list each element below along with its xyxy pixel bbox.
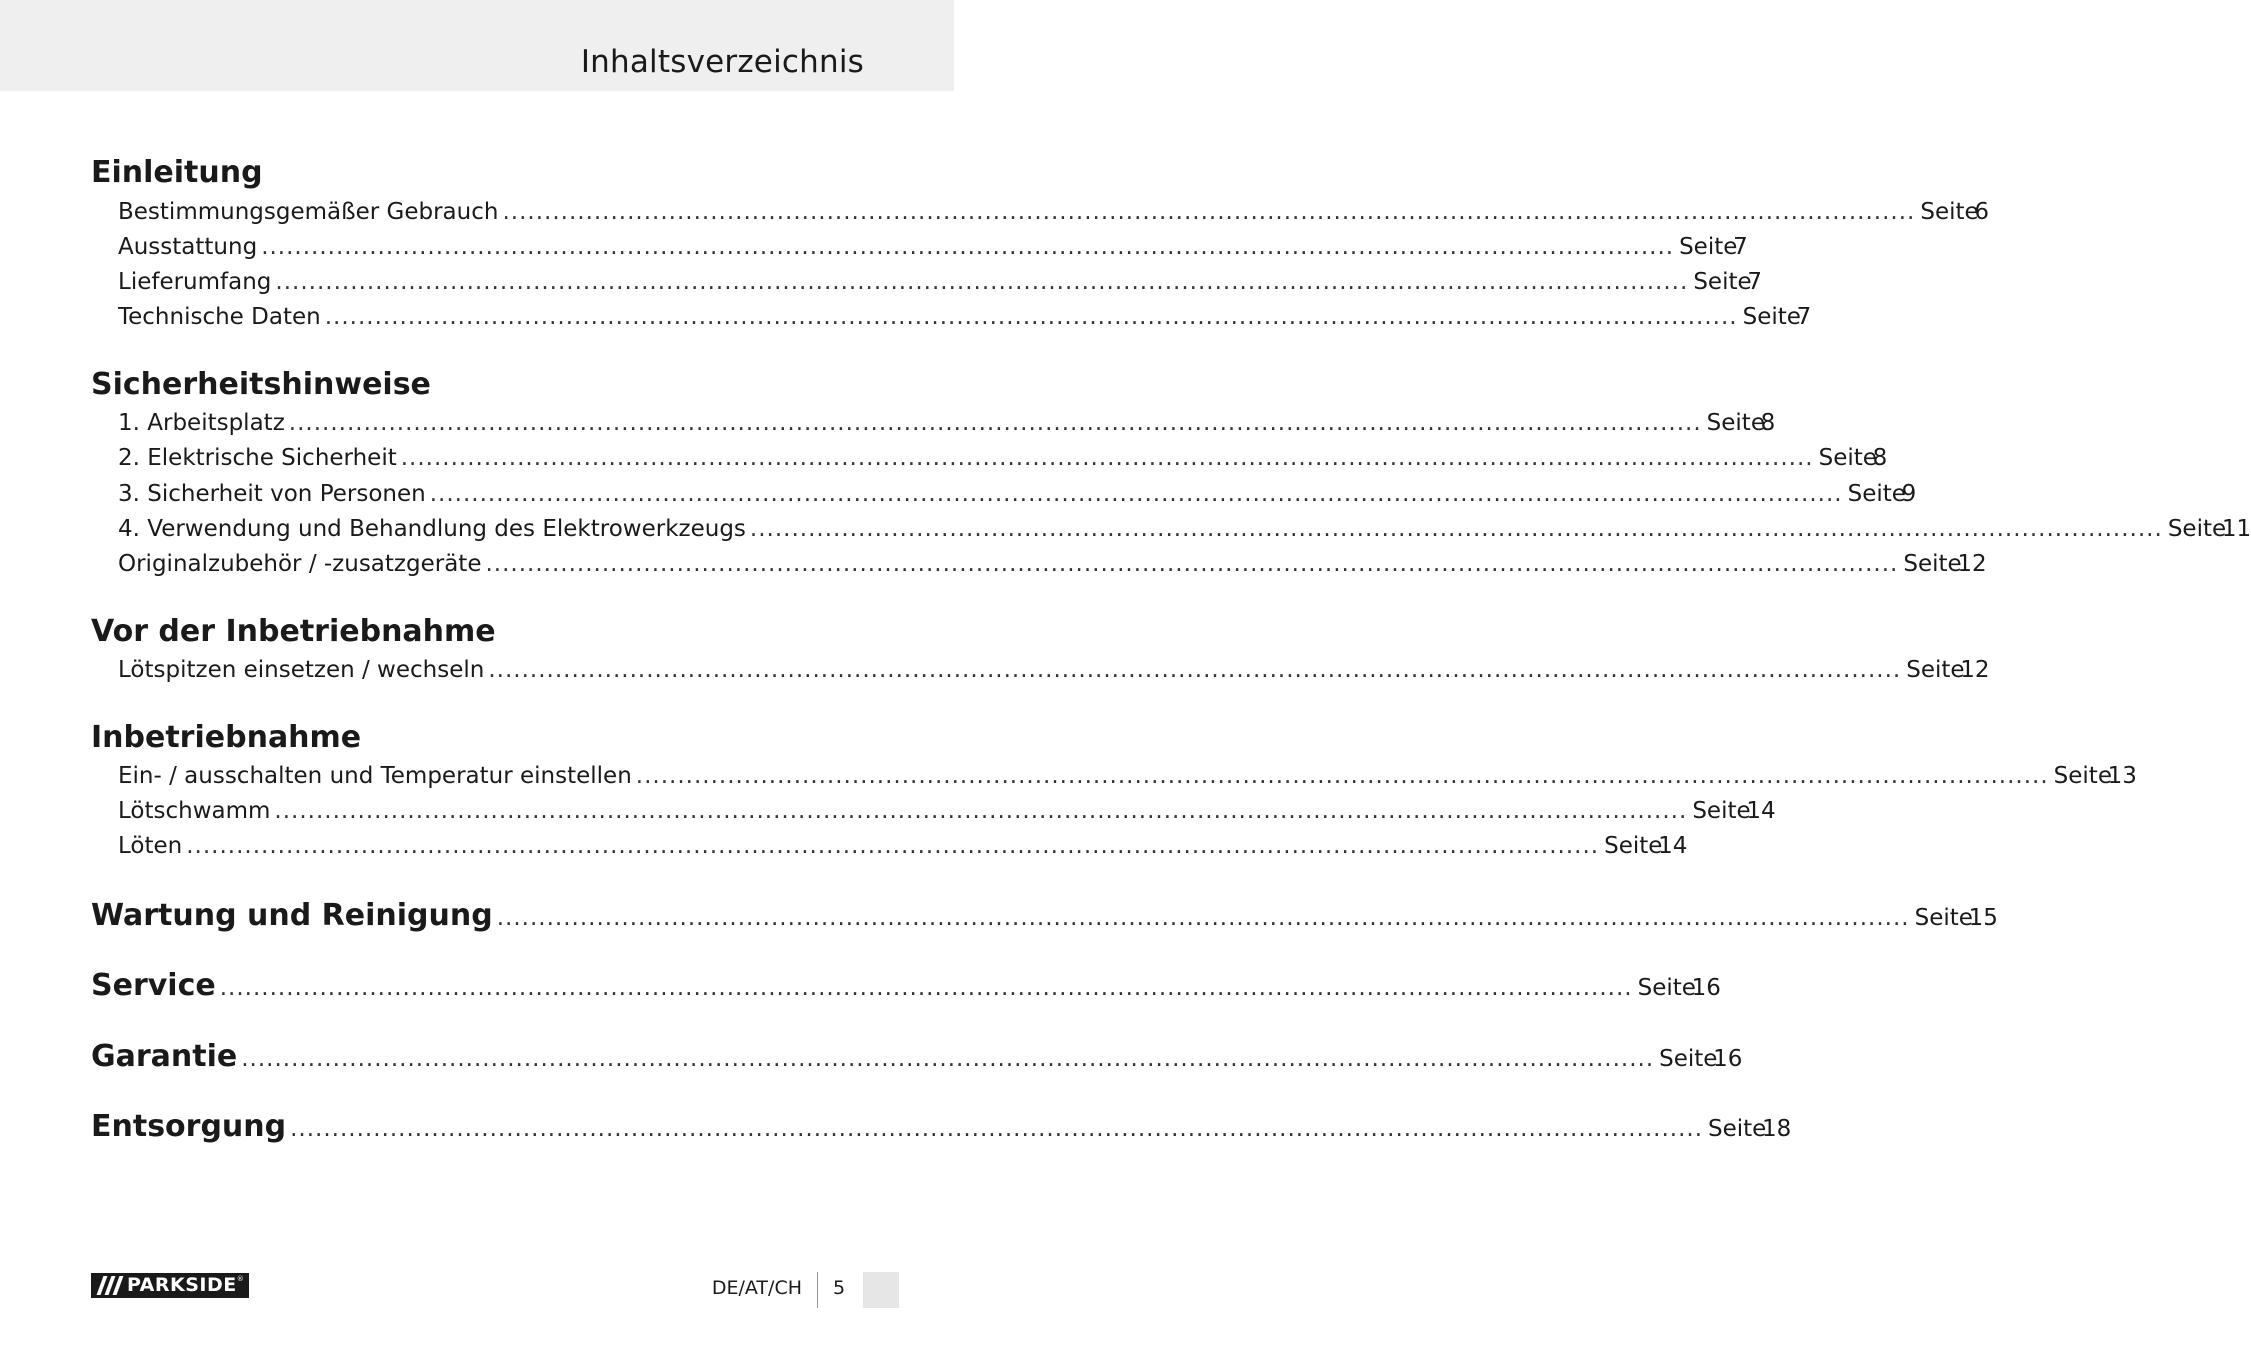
toc-entry[interactable] — [118, 654, 1990, 686]
toc-page-number: 15 — [1968, 905, 1998, 931]
footer-tab-marker — [863, 1272, 899, 1308]
toc-seite-label: Seite — [1742, 304, 1801, 330]
toc-page-number: 8 — [1760, 410, 1776, 436]
toc-page-number: 18 — [1762, 1116, 1792, 1142]
toc-leader-dots: .......................................................................................................................................................................... — [261, 234, 1675, 260]
toc-seite-label: Seite — [1693, 269, 1752, 295]
toc-entry-label: Originalzubehör / -zusatzgeräte — [118, 551, 482, 577]
section-heading-vor-der-inbetriebnahme: Vor der Inbetriebnahme — [91, 614, 496, 649]
toc-entry-label: Lieferumfang — [118, 269, 272, 295]
toc-main-entry-garantie[interactable] — [91, 1035, 1743, 1079]
toc-page-number: 6 — [1974, 199, 1989, 225]
toc-seite-label: Seite — [2167, 516, 2227, 542]
section-heading-sicherheitshinweise: Sicherheitshinweise — [91, 367, 431, 402]
toc-main-entry-entsorgung[interactable] — [91, 1105, 1792, 1149]
toc-seite-label: Seite — [1708, 1116, 1767, 1142]
toc-leader-dots: .......................................................................................................................................................................... — [275, 269, 1689, 295]
toc-entry[interactable] — [118, 548, 1987, 580]
logo-stripes-icon — [91, 1273, 127, 1298]
toc-leader-dots: .......................................................................................................................................................................... — [749, 516, 2163, 542]
toc-entry-label: Technische Daten — [118, 304, 321, 330]
toc-leader-dots: .......................................................................................................................................................................... — [186, 833, 1600, 859]
toc-page-number: 12 — [1960, 657, 1990, 683]
toc-seite-label: Seite — [1914, 905, 1973, 931]
toc-seite-label: Seite — [1906, 657, 1965, 683]
registered-mark: ® — [236, 1275, 244, 1283]
toc-entry-label: Löten — [118, 833, 183, 859]
toc-main-entry-service[interactable] — [91, 964, 1721, 1008]
toc-leader-dots: .......................................................................................................................................................................... — [290, 1116, 1704, 1142]
toc-leader-dots: .......................................................................................................................................................................... — [488, 657, 1902, 683]
toc-page-number: 12 — [1957, 551, 1987, 577]
toc-page-number: 8 — [1872, 445, 1888, 471]
toc-page-number: 11 — [2221, 516, 2251, 542]
toc-seite-label: Seite — [1659, 1046, 1718, 1072]
toc-leader-dots: .......................................................................................................................................................................... — [429, 481, 1843, 507]
toc-page-number: 16 — [1691, 975, 1721, 1001]
toc-entry-label: Lötschwamm — [118, 798, 271, 824]
toc-page-number: 14 — [1746, 798, 1776, 824]
toc-entry[interactable] — [118, 196, 1989, 228]
toc-entry[interactable] — [118, 760, 2137, 792]
toc-leader-dots: .......................................................................................................................................................................... — [241, 1046, 1655, 1072]
toc-entry[interactable] — [118, 442, 1888, 474]
toc-leader-dots: .......................................................................................................................................................................... — [635, 763, 2049, 789]
toc-seite-label: Seite — [1692, 798, 1751, 824]
toc-entry-label: Ausstattung — [118, 234, 258, 260]
toc-leader-dots: .......................................................................................................................................................................... — [485, 551, 1899, 577]
toc-entry-label: 2. Elektrische Sicherheit — [118, 445, 397, 471]
toc-page-number: 7 — [1747, 269, 1762, 295]
toc-entry-label: 1. Arbeitsplatz — [118, 410, 285, 436]
section-heading-einleitung: Einleitung — [91, 155, 263, 190]
toc-main-entry-label: Garantie — [91, 1039, 238, 1074]
toc-entry[interactable] — [118, 513, 2251, 545]
toc-seite-label: Seite — [1604, 833, 1663, 859]
toc-entry[interactable] — [118, 301, 1812, 333]
footer-language-codes: DE/AT/CH — [711, 1277, 802, 1299]
toc-main-entry-label: Service — [91, 968, 216, 1003]
footer-divider — [817, 1272, 818, 1308]
toc-leader-dots: .......................................................................................................................................................................... — [496, 905, 1910, 931]
toc-leader-dots: .......................................................................................................................................................................... — [400, 445, 1814, 471]
toc-page-number: 13 — [2107, 763, 2137, 789]
toc-seite-label: Seite — [1847, 481, 1906, 507]
toc-entry-label: Bestimmungsgemäßer Gebrauch — [118, 199, 499, 225]
toc-main-entry-label: Entsorgung — [91, 1109, 287, 1144]
toc-main-entry-wartung[interactable] — [91, 894, 1998, 938]
toc-leader-dots: .......................................................................................................................................................................... — [324, 304, 1738, 330]
toc-entry[interactable] — [118, 266, 1762, 298]
toc-leader-dots: .......................................................................................................................................................................... — [274, 798, 1688, 824]
toc-leader-dots: .......................................................................................................................................................................... — [219, 975, 1633, 1001]
toc-leader-dots: .......................................................................................................................................................................... — [288, 410, 1702, 436]
toc-seite-label: Seite — [1920, 199, 1979, 225]
toc-seite-label: Seite — [1679, 234, 1738, 260]
footer-page-number: 5 — [833, 1277, 846, 1299]
toc-entry-label: 4. Verwendung und Behandlung des Elektrowerkzeugs — [118, 516, 746, 542]
toc-entry[interactable] — [118, 231, 1748, 263]
toc-page-number: 14 — [1658, 833, 1688, 859]
toc-seite-label: Seite — [1706, 410, 1765, 436]
toc-page-number: 7 — [1796, 304, 1812, 330]
section-heading-inbetriebnahme: Inbetriebnahme — [91, 720, 362, 755]
toc-entry[interactable] — [118, 478, 1917, 510]
toc-entry[interactable] — [118, 795, 1776, 827]
toc-seite-label: Seite — [1903, 551, 1962, 577]
page-header — [0, 0, 954, 91]
brand-name: PARKSIDE — [127, 1274, 237, 1296]
parkside-logo — [91, 1273, 249, 1298]
page-title: Inhaltsverzeichnis — [580, 44, 864, 80]
toc-seite-label: Seite — [1818, 445, 1877, 471]
toc-main-entry-label: Wartung und Reinigung — [91, 898, 493, 933]
toc-entry-label: Ein- / ausschalten und Temperatur einstellen — [118, 763, 632, 789]
toc-page-number: 9 — [1901, 481, 1917, 507]
toc-page-number: 7 — [1733, 234, 1748, 260]
toc-entry-label: Lötspitzen einsetzen / wechseln — [118, 657, 485, 683]
toc-page-number: 16 — [1713, 1046, 1743, 1072]
toc-entry-label: 3. Sicherheit von Personen — [118, 481, 426, 507]
toc-seite-label: Seite — [1637, 975, 1696, 1001]
toc-entry[interactable] — [118, 407, 1776, 439]
toc-leader-dots: .......................................................................................................................................................................... — [502, 199, 1916, 225]
toc-seite-label: Seite — [2053, 763, 2112, 789]
toc-entry[interactable] — [118, 830, 1688, 862]
